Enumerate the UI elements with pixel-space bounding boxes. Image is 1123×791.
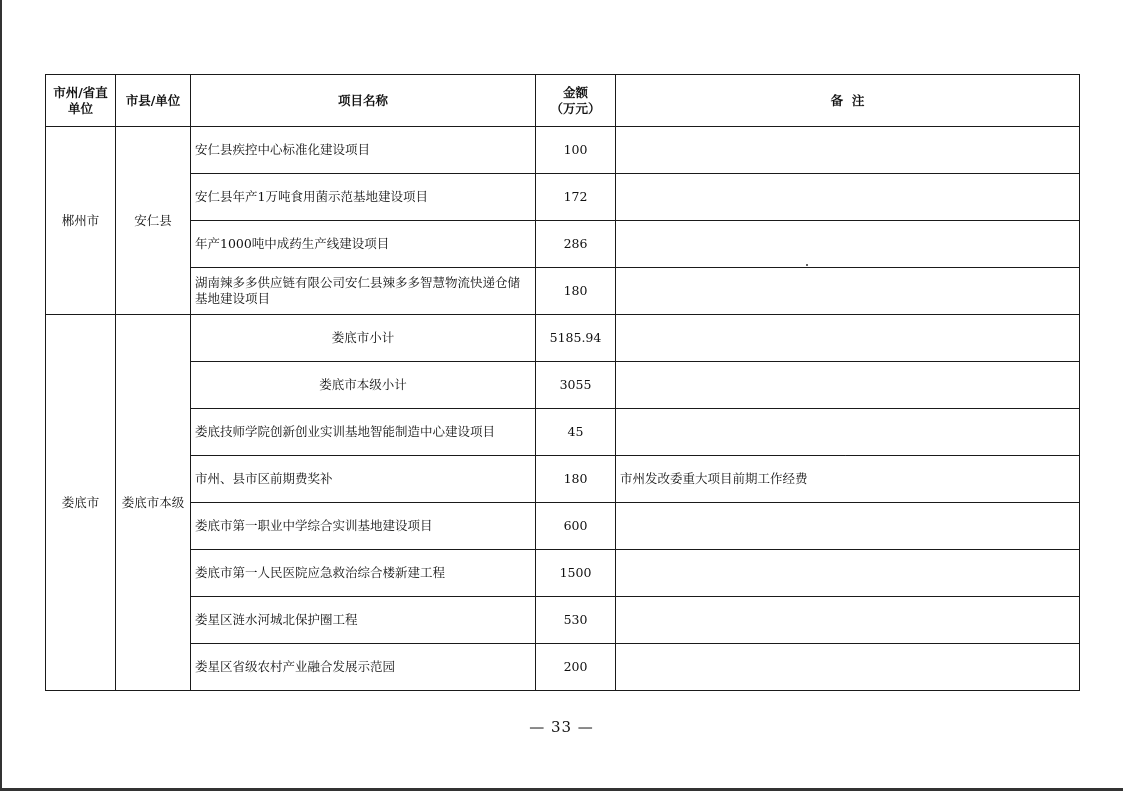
amount-cell: 1500 (536, 550, 616, 597)
header-city-line2: 单位 (67, 100, 93, 116)
note-cell (616, 597, 1080, 644)
project-name-cell: 娄星区涟水河城北保护圈工程 (191, 597, 536, 644)
table-header-row (46, 75, 1080, 127)
project-budget-table (45, 74, 1080, 691)
subtotal-label: 娄底市本级小计 (191, 362, 536, 409)
note-cell (616, 315, 1080, 362)
note-cell (616, 362, 1080, 409)
note-cell (616, 127, 1080, 174)
amount-cell: 200 (536, 644, 616, 691)
header-amount-line2: （万元） (550, 100, 601, 116)
header-note: 备 注 (616, 75, 1080, 127)
note-cell (616, 503, 1080, 550)
page-number: — 33 — (529, 718, 594, 736)
table-body (46, 127, 1080, 691)
header-amount-line1: 金额 (562, 84, 588, 100)
table-row (46, 597, 1080, 644)
table-row (46, 268, 1080, 315)
scan-speck (806, 264, 808, 266)
note-cell (616, 174, 1080, 221)
note-cell: 市州发改委重大项目前期工作经费 (616, 456, 1080, 503)
project-name-cell: 年产1000吨中成药生产线建设项目 (191, 221, 536, 268)
project-name-cell: 娄底市第一人民医院应急救治综合楼新建工程 (191, 550, 536, 597)
table-row (46, 221, 1080, 268)
amount-cell: 530 (536, 597, 616, 644)
subtotal-row (46, 362, 1080, 409)
subtotal-label: 娄底市小计 (191, 315, 536, 362)
amount-cell: 45 (536, 409, 616, 456)
note-cell (616, 268, 1080, 315)
table-row (46, 503, 1080, 550)
header-city (46, 75, 116, 127)
project-name-cell: 娄星区省级农村产业融合发展示范园 (191, 644, 536, 691)
project-name-cell: 娄底技师学院创新创业实训基地智能制造中心建设项目 (191, 409, 536, 456)
header-county: 市县/单位 (116, 75, 191, 127)
table-row (46, 550, 1080, 597)
city-cell: 郴州市 (46, 127, 116, 315)
budget-sheet (45, 74, 1079, 691)
subtotal-row (46, 315, 1080, 362)
note-cell (616, 644, 1080, 691)
table-row (46, 456, 1080, 503)
amount-cell: 100 (536, 127, 616, 174)
county-cell: 娄底市本级 (116, 315, 191, 691)
note-cell (616, 550, 1080, 597)
table-row (46, 409, 1080, 456)
project-name-cell: 安仁县疾控中心标准化建设项目 (191, 127, 536, 174)
amount-cell: 180 (536, 268, 616, 315)
table-row (46, 174, 1080, 221)
amount-cell: 180 (536, 456, 616, 503)
amount-cell: 172 (536, 174, 616, 221)
note-cell (616, 409, 1080, 456)
subtotal-amount: 5185.94 (536, 315, 616, 362)
header-city-line1: 市州/省直 (53, 84, 108, 100)
header-project-name: 项目名称 (191, 75, 536, 127)
scan-speck (845, 455, 846, 456)
project-name-cell: 湖南辣多多供应链有限公司安仁县辣多多智慧物流快递仓储基地建设项目 (191, 268, 536, 315)
project-name-cell: 娄底市第一职业中学综合实训基地建设项目 (191, 503, 536, 550)
table-row (46, 127, 1080, 174)
city-cell: 娄底市 (46, 315, 116, 691)
project-name-cell: 安仁县年产1万吨食用菌示范基地建设项目 (191, 174, 536, 221)
county-cell: 安仁县 (116, 127, 191, 315)
amount-cell: 286 (536, 221, 616, 268)
table-row (46, 644, 1080, 691)
subtotal-amount: 3055 (536, 362, 616, 409)
header-amount (536, 75, 616, 127)
project-name-cell: 市州、县市区前期费奖补 (191, 456, 536, 503)
note-cell (616, 221, 1080, 268)
amount-cell: 600 (536, 503, 616, 550)
scan-edge-line (0, 0, 2, 791)
